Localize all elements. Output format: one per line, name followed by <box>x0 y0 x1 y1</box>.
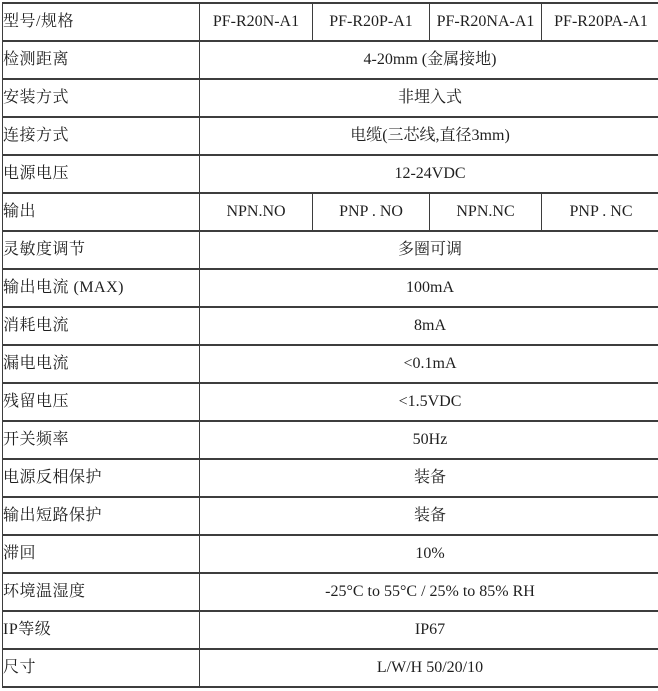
spec-value-cell: IP67 <box>200 611 658 649</box>
row-label: 尺寸 <box>3 649 200 687</box>
table-row <box>3 193 658 231</box>
row-label: 型号/规格 <box>3 3 200 41</box>
spec-value-cell: 12-24VDC <box>200 155 658 193</box>
row-label: 开关频率 <box>3 421 200 459</box>
spec-value-cell: 50Hz <box>200 421 658 459</box>
spec-value-cell: L/W/H 50/20/10 <box>200 649 658 687</box>
table-row <box>3 117 658 155</box>
row-label: 电源反相保护 <box>3 459 200 497</box>
table-row <box>3 611 658 649</box>
table-row <box>3 573 658 611</box>
spec-value-cell: 10% <box>200 535 658 573</box>
table-row <box>3 3 658 41</box>
row-label: IP等级 <box>3 611 200 649</box>
spec-value-cell: 非埋入式 <box>200 79 658 117</box>
spec-value-cell: 8mA <box>200 307 658 345</box>
table-row <box>3 497 658 535</box>
row-label: 连接方式 <box>3 117 200 155</box>
spec-value-cell: <0.1mA <box>200 345 658 383</box>
spec-value-cell: 装备 <box>200 459 658 497</box>
table-row <box>3 231 658 269</box>
spec-value-cell: 4-20mm (金属接地) <box>200 41 658 79</box>
table-row <box>3 421 658 459</box>
spec-value-cell: 装备 <box>200 497 658 535</box>
row-label: 输出 <box>3 193 200 231</box>
spec-value-cell: 100mA <box>200 269 658 307</box>
table-row <box>3 383 658 421</box>
row-label: 残留电压 <box>3 383 200 421</box>
row-label: 环境温湿度 <box>3 573 200 611</box>
table-row <box>3 79 658 117</box>
row-label: 漏电电流 <box>3 345 200 383</box>
row-label: 检测距离 <box>3 41 200 79</box>
row-label: 输出电流 (MAX) <box>3 269 200 307</box>
table-row <box>3 269 658 307</box>
row-label: 消耗电流 <box>3 307 200 345</box>
row-label: 灵敏度调节 <box>3 231 200 269</box>
table-row <box>3 41 658 79</box>
spec-value-cell: <1.5VDC <box>200 383 658 421</box>
spec-variant-cell: NPN.NO <box>200 193 313 231</box>
spec-table-body <box>3 3 658 687</box>
spec-value-cell: 多圈可调 <box>200 231 658 269</box>
row-label: 输出短路保护 <box>3 497 200 535</box>
spec-table <box>2 2 658 688</box>
row-label: 安装方式 <box>3 79 200 117</box>
table-row <box>3 155 658 193</box>
spec-value-cell: -25°C to 55°C / 25% to 85% RH <box>200 573 658 611</box>
spec-variant-cell: PF-R20PA-A1 <box>542 3 658 41</box>
table-row <box>3 535 658 573</box>
spec-variant-cell: PF-R20NA-A1 <box>430 3 542 41</box>
table-row <box>3 307 658 345</box>
spec-variant-cell: PF-R20N-A1 <box>200 3 313 41</box>
table-row <box>3 345 658 383</box>
spec-value-cell: 电缆(三芯线,直径3mm) <box>200 117 658 155</box>
row-label: 滞回 <box>3 535 200 573</box>
spec-variant-cell: PF-R20P-A1 <box>313 3 430 41</box>
spec-variant-cell: NPN.NC <box>430 193 542 231</box>
spec-variant-cell: PNP . NO <box>313 193 430 231</box>
table-row <box>3 459 658 497</box>
spec-variant-cell: PNP . NC <box>542 193 658 231</box>
table-row <box>3 649 658 687</box>
row-label: 电源电压 <box>3 155 200 193</box>
